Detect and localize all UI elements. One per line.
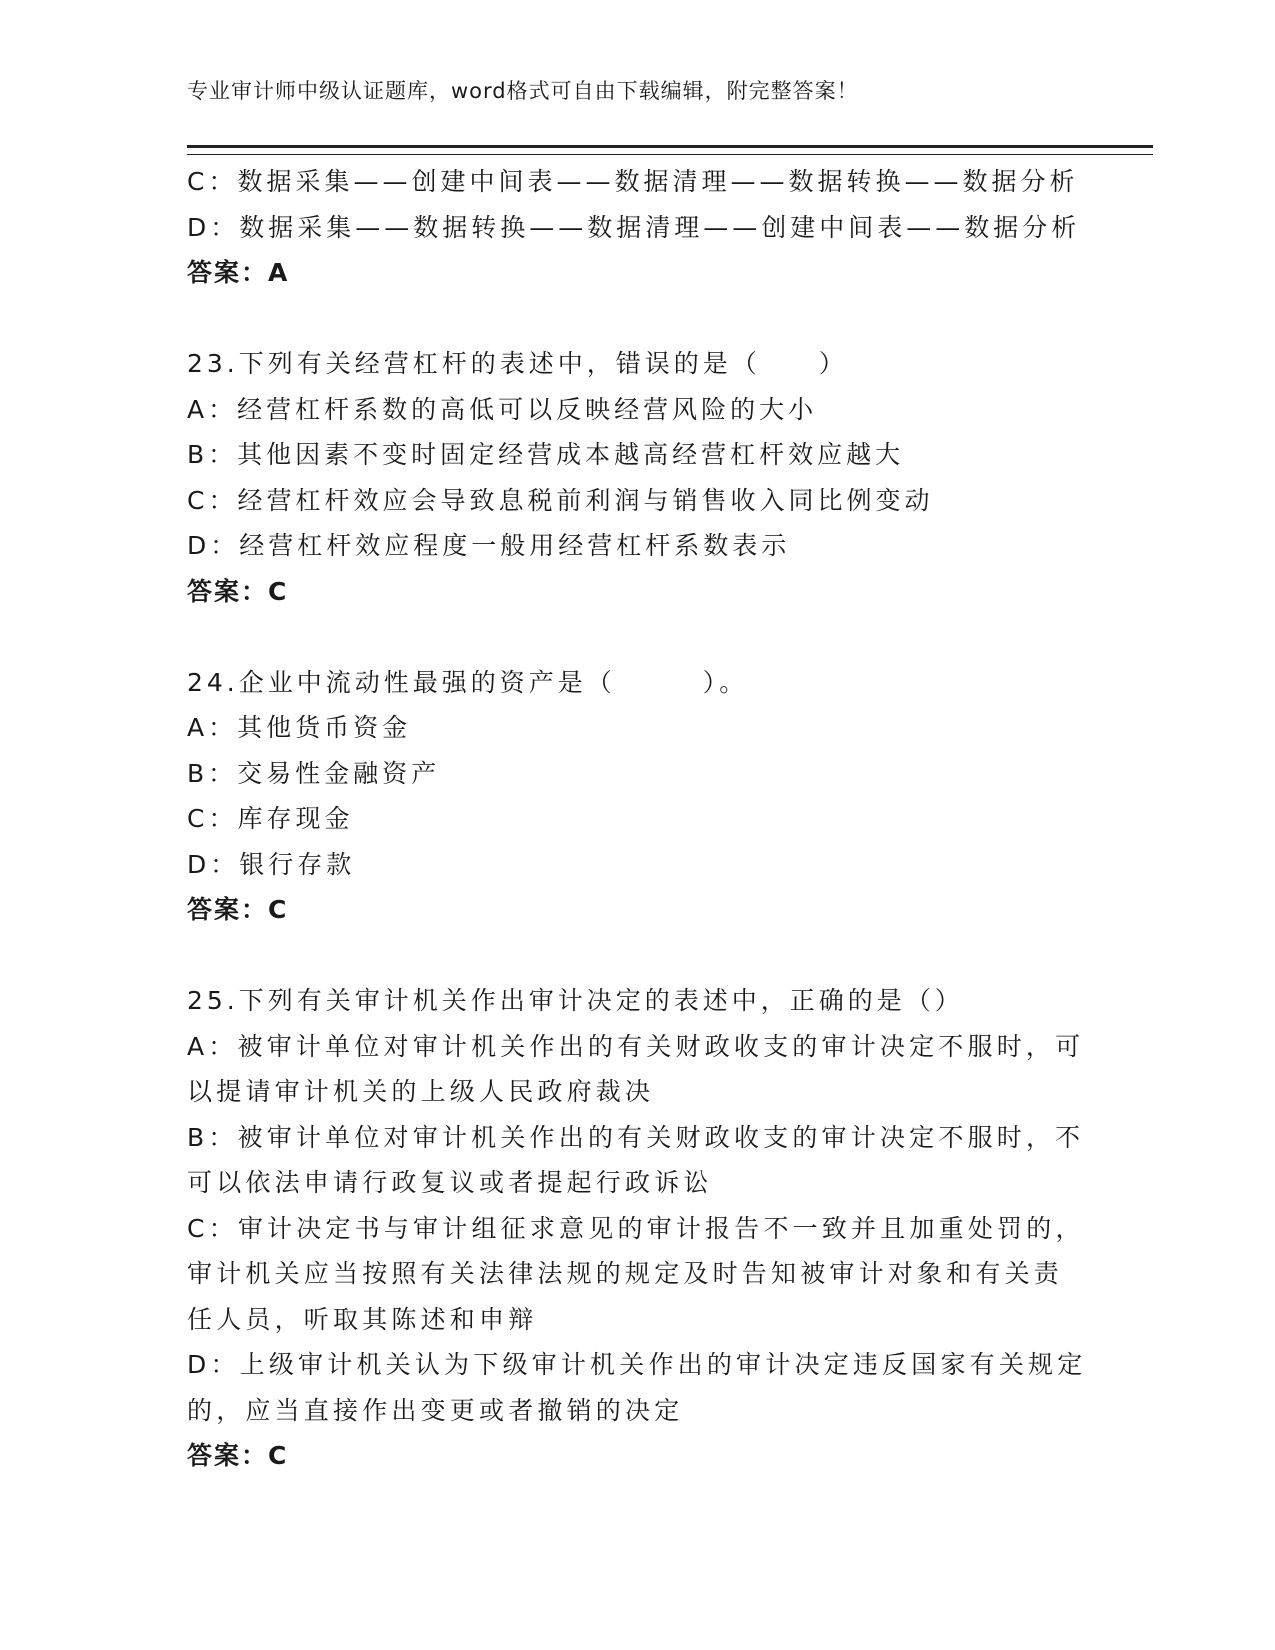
question-block-25 [187,978,1087,1479]
option-d: D：上级审计机关认为下级审计机关作出的审计决定违反国家有关规定的，应当直接作出变更或者撤销的决定 [187,1350,1087,1425]
question-text: 23.下列有关经营杠杆的表述中，错误的是（ ） [187,349,848,378]
option-d: D：经营杠杆效应程度一般用经营杠杆系数表示 [187,531,791,560]
option-a: A：经营杠杆系数的高低可以反映经营风险的大小 [187,394,818,424]
option-a: A：被审计单位对审计机关作出的有关财政收支的审计决定不服时，可以提请审计机关的上级人民政府裁决 [187,1031,1085,1106]
option-b: B：其他因素不变时固定经营成本越高经营杠杆效应越大 [187,440,905,469]
option-b: B：交易性金融资产 [187,758,441,788]
option-c: C：库存现金 [187,804,354,833]
option-c: C：审计决定书与审计组征求意见的审计报告不一致并且加重处罚的，审计机关应当按照有关法律法规的规定及时告知被审计对象和有关责任人员，听取其陈述和申辩 [187,1213,1085,1334]
question-block-22-tail [187,159,1087,296]
question-block-24 [187,660,1087,933]
answer: 答案：C [187,1441,289,1470]
answer: 答案：C [187,895,289,924]
question-block-23 [187,341,1087,614]
option-d: D：数据采集——数据转换——数据清理——创建中间表——数据分析 [187,212,1081,242]
document-body [187,159,1087,1479]
option-d: D：银行存款 [187,849,356,879]
question-text: 24.企业中流动性最强的资产是（ ）。 [187,667,749,697]
page-header: 专业审计师中级认证题库，word格式可自由下载编辑，附完整答案！ [187,79,859,103]
option-b: B：被审计单位对审计机关作出的有关财政收支的审计决定不服时，不可以依法申请行政复议或者提起行政诉讼 [187,1122,1085,1197]
question-text: 25.下列有关审计机关作出审计决定的表述中，正确的是（） [187,986,964,1015]
option-a: A：其他货币资金 [187,713,412,742]
answer: 答案：A [187,258,290,287]
answer: 答案：C [187,576,289,606]
option-c: C：经营杠杆效应会导致息税前利润与销售收入同比例变动 [187,485,934,515]
option-c: C：数据采集——创建中间表——数据清理——数据转换——数据分析 [187,167,1079,196]
header-divider [187,145,1153,155]
